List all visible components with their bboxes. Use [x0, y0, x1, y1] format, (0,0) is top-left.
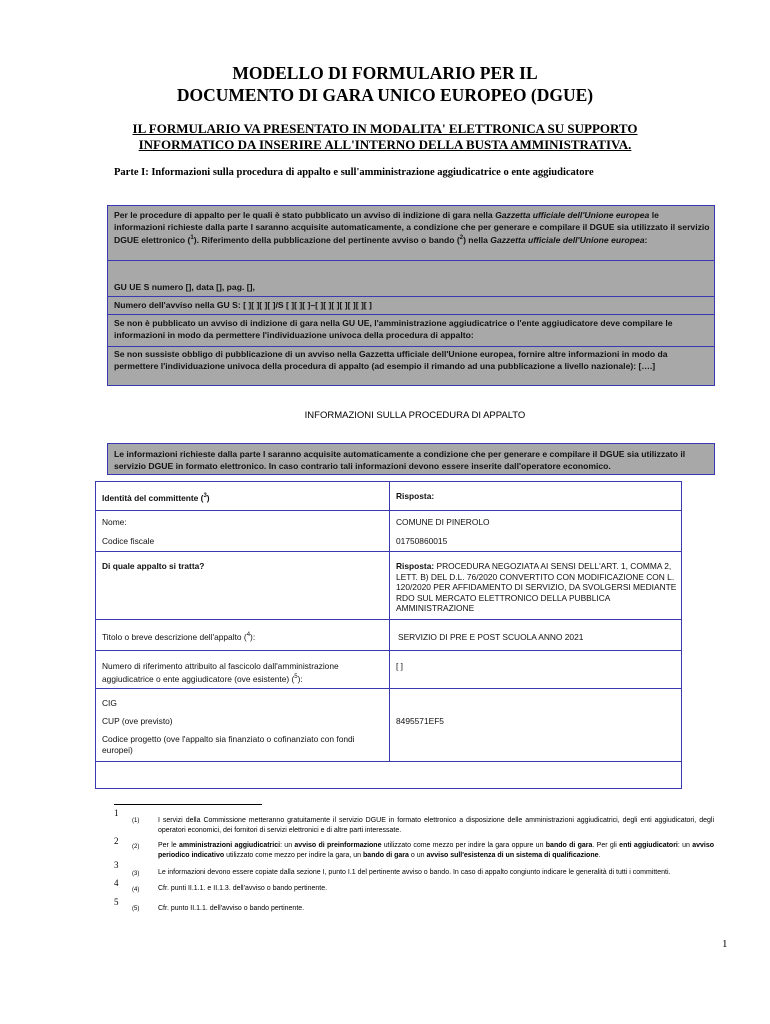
- subtitle-line-2: INFORMATICO DA INSERIRE ALL'INTERNO DELLA BUSTA AMMINISTRATIVA.: [138, 137, 632, 152]
- identita-header: Identità del committente ($^3$): [102, 492, 210, 503]
- codice-fiscale-value: 01750860015: [396, 536, 448, 546]
- row-divider: [96, 650, 681, 651]
- appalto-label: Di quale appalto si tratta?: [102, 561, 205, 571]
- notice-number: Numero dell'avviso nella GU S: [ ][ ][ ][ ]/S [ ][ ][ ]–[ ][ ][ ][ ][ ][ ][ ]: [114, 300, 372, 310]
- footnote-rule: [114, 804, 262, 805]
- page-number: 1: [722, 938, 728, 950]
- committente-table: [95, 481, 682, 789]
- footnote-1: 1 (1) I servizi della Commissione metteranno gratuitamente il servizio DGUE in formato elettronico a disposizione delle amministrazioni aggiudicatrici, degli enti aggiudicatori, degli operatori economici, dei fornitori di servizi elettronici e di altre parti interessate.: [114, 808, 714, 834]
- row-divider: [96, 619, 681, 620]
- box-separator: [108, 260, 714, 261]
- row-divider: [96, 761, 681, 762]
- box-separator: [108, 346, 714, 347]
- document-subtitle: [0, 121, 770, 153]
- nome-value: COMUNE DI PINEROLO: [396, 517, 490, 527]
- footnote-4: 4 (4) Cfr. punti II.1.1. e II.1.3. dell'avviso o bando pertinente.: [114, 878, 328, 893]
- risposta-header: Risposta:: [396, 491, 435, 501]
- footnote-5: 5 (5) Cfr. punto II.1.1. dell'avviso o bando pertinente.: [114, 897, 305, 912]
- riferimento-value: [ ]: [396, 661, 403, 671]
- subtitle-line-1: IL FORMULARIO VA PRESENTATO IN MODALITA' ELETTRONICA SU SUPPORTO: [132, 121, 638, 136]
- title-line-2: DOCUMENTO DI GARA UNICO EUROPEO (DGUE): [176, 85, 594, 105]
- riferimento-label: Numero di riferimento attribuito al fascicolo dall'amministrazione aggiudicatrice o ente aggiudicatore (ove esistente) ($^5$):: [102, 661, 339, 684]
- box-separator: [108, 296, 714, 297]
- no-guue-paragraph: Se non è pubblicato un avviso di indizione di gara nella GU UE, l'amministrazione aggiudicatrice o l'ente aggiudicatore deve compilare le informazioni in modo da permettere l'individuazione univoca della procedura di appalto:: [114, 318, 673, 340]
- procedure-info-heading: INFORMAZIONI SULLA PROCEDURA DI APPALTO: [304, 410, 526, 421]
- row-divider: [96, 551, 681, 552]
- titolo-label: Titolo o breve descrizione dell'appalto ($^4$):: [102, 631, 256, 642]
- gazette-info-box: [107, 205, 715, 386]
- codice-fiscale-label: Codice fiscale: [102, 536, 155, 546]
- appalto-value: Risposta: PROCEDURA NEGOZIATA AI SENSI DELL'ART. 1, COMMA 2, LETT. B) DEL D.L. 76/2020 CONVERTITO CON MODIFICAZIONE CON L. 120/2020 PER AFFIDAMENTO DI SERVIZIO, DA SVOLGERSI MEDIANTE RDO SUL MERCATO ELETTRONICO DELLA PUBBLICA AMMINISTRAZIONE: [396, 561, 677, 613]
- codice-progetto-label: Codice progetto (ove l'appalto sia finanziato o cofinanziato con fondi europei): [102, 734, 355, 755]
- electronic-dgue-note: Le informazioni richieste dalla parte I saranno acquisite automaticamente a condizione che per generare e compilare il DGUE sia utilizzato il servizio DGUE in formato elettronico. In caso contrario tali informazioni devono essere inserite dall'operatore economico.: [107, 443, 715, 475]
- box-separator: [108, 314, 714, 315]
- guue-reference: GU UE S numero [], data [], pag. [],: [114, 282, 255, 292]
- nome-label: Nome:: [102, 517, 127, 527]
- column-divider: [389, 482, 390, 761]
- titolo-value: SERVIZIO DI PRE E POST SCUOLA ANNO 2021: [398, 632, 584, 642]
- no-obligation-paragraph: Se non sussiste obbligo di pubblicazione di un avviso nella Gazzetta ufficiale dell'Unione europea, fornire altre informazioni in modo da permettere l'individuazione univoca della procedura di appalto (ad esempio il rimando ad una pubblicazione a livello nazionale): [….]: [114, 349, 668, 371]
- footnote-2: 2 (2) Per le amministrazioni aggiudicatrici: un avviso di preinformazione utilizzato come mezzo per indire la gara oppure un bando di gara. Per gli enti aggiudicatori: un avviso periodico indicativo utilizzato come mezzo per indire la gara, un bando di gara o un avviso sull'esistenza di un sistema di qualificazione.: [114, 836, 715, 859]
- row-divider: [96, 510, 681, 511]
- parte-heading: Parte I: Informazioni sulla procedura di appalto e sull'amministrazione aggiudicatrice o ente aggiudicatore: [114, 167, 594, 178]
- footnote-3: 3 (3) Le informazioni devono essere copiate dalla sezione I, punto I.1 del pertinente avviso o bando. In caso di appalto congiunto indicare le generalità di tutti i committenti.: [114, 860, 671, 877]
- document-title: [0, 62, 770, 106]
- cig-label: CIG: [102, 698, 117, 708]
- gazette-intro-paragraph: Per le procedure di appalto per le quali è stato pubblicato un avviso di indizione di gara nella Gazzetta ufficiale dell'Unione europea le informazioni richieste dalla parte I saranno acquisite automaticamente, a condizione che per generare e compilare il DGUE sia utilizzato il servizio DGUE elettronico ($^1$). Riferimento della pubblicazione del pertinente avviso o bando ($^2$) nella Gazzetta ufficiale dell'Unione europea:: [114, 210, 710, 245]
- cup-label: CUP (ove previsto): [102, 716, 173, 726]
- cup-value: 8495571EF5: [396, 716, 444, 726]
- row-divider: [96, 688, 681, 689]
- title-line-1: MODELLO DI FORMULARIO PER IL: [232, 63, 538, 83]
